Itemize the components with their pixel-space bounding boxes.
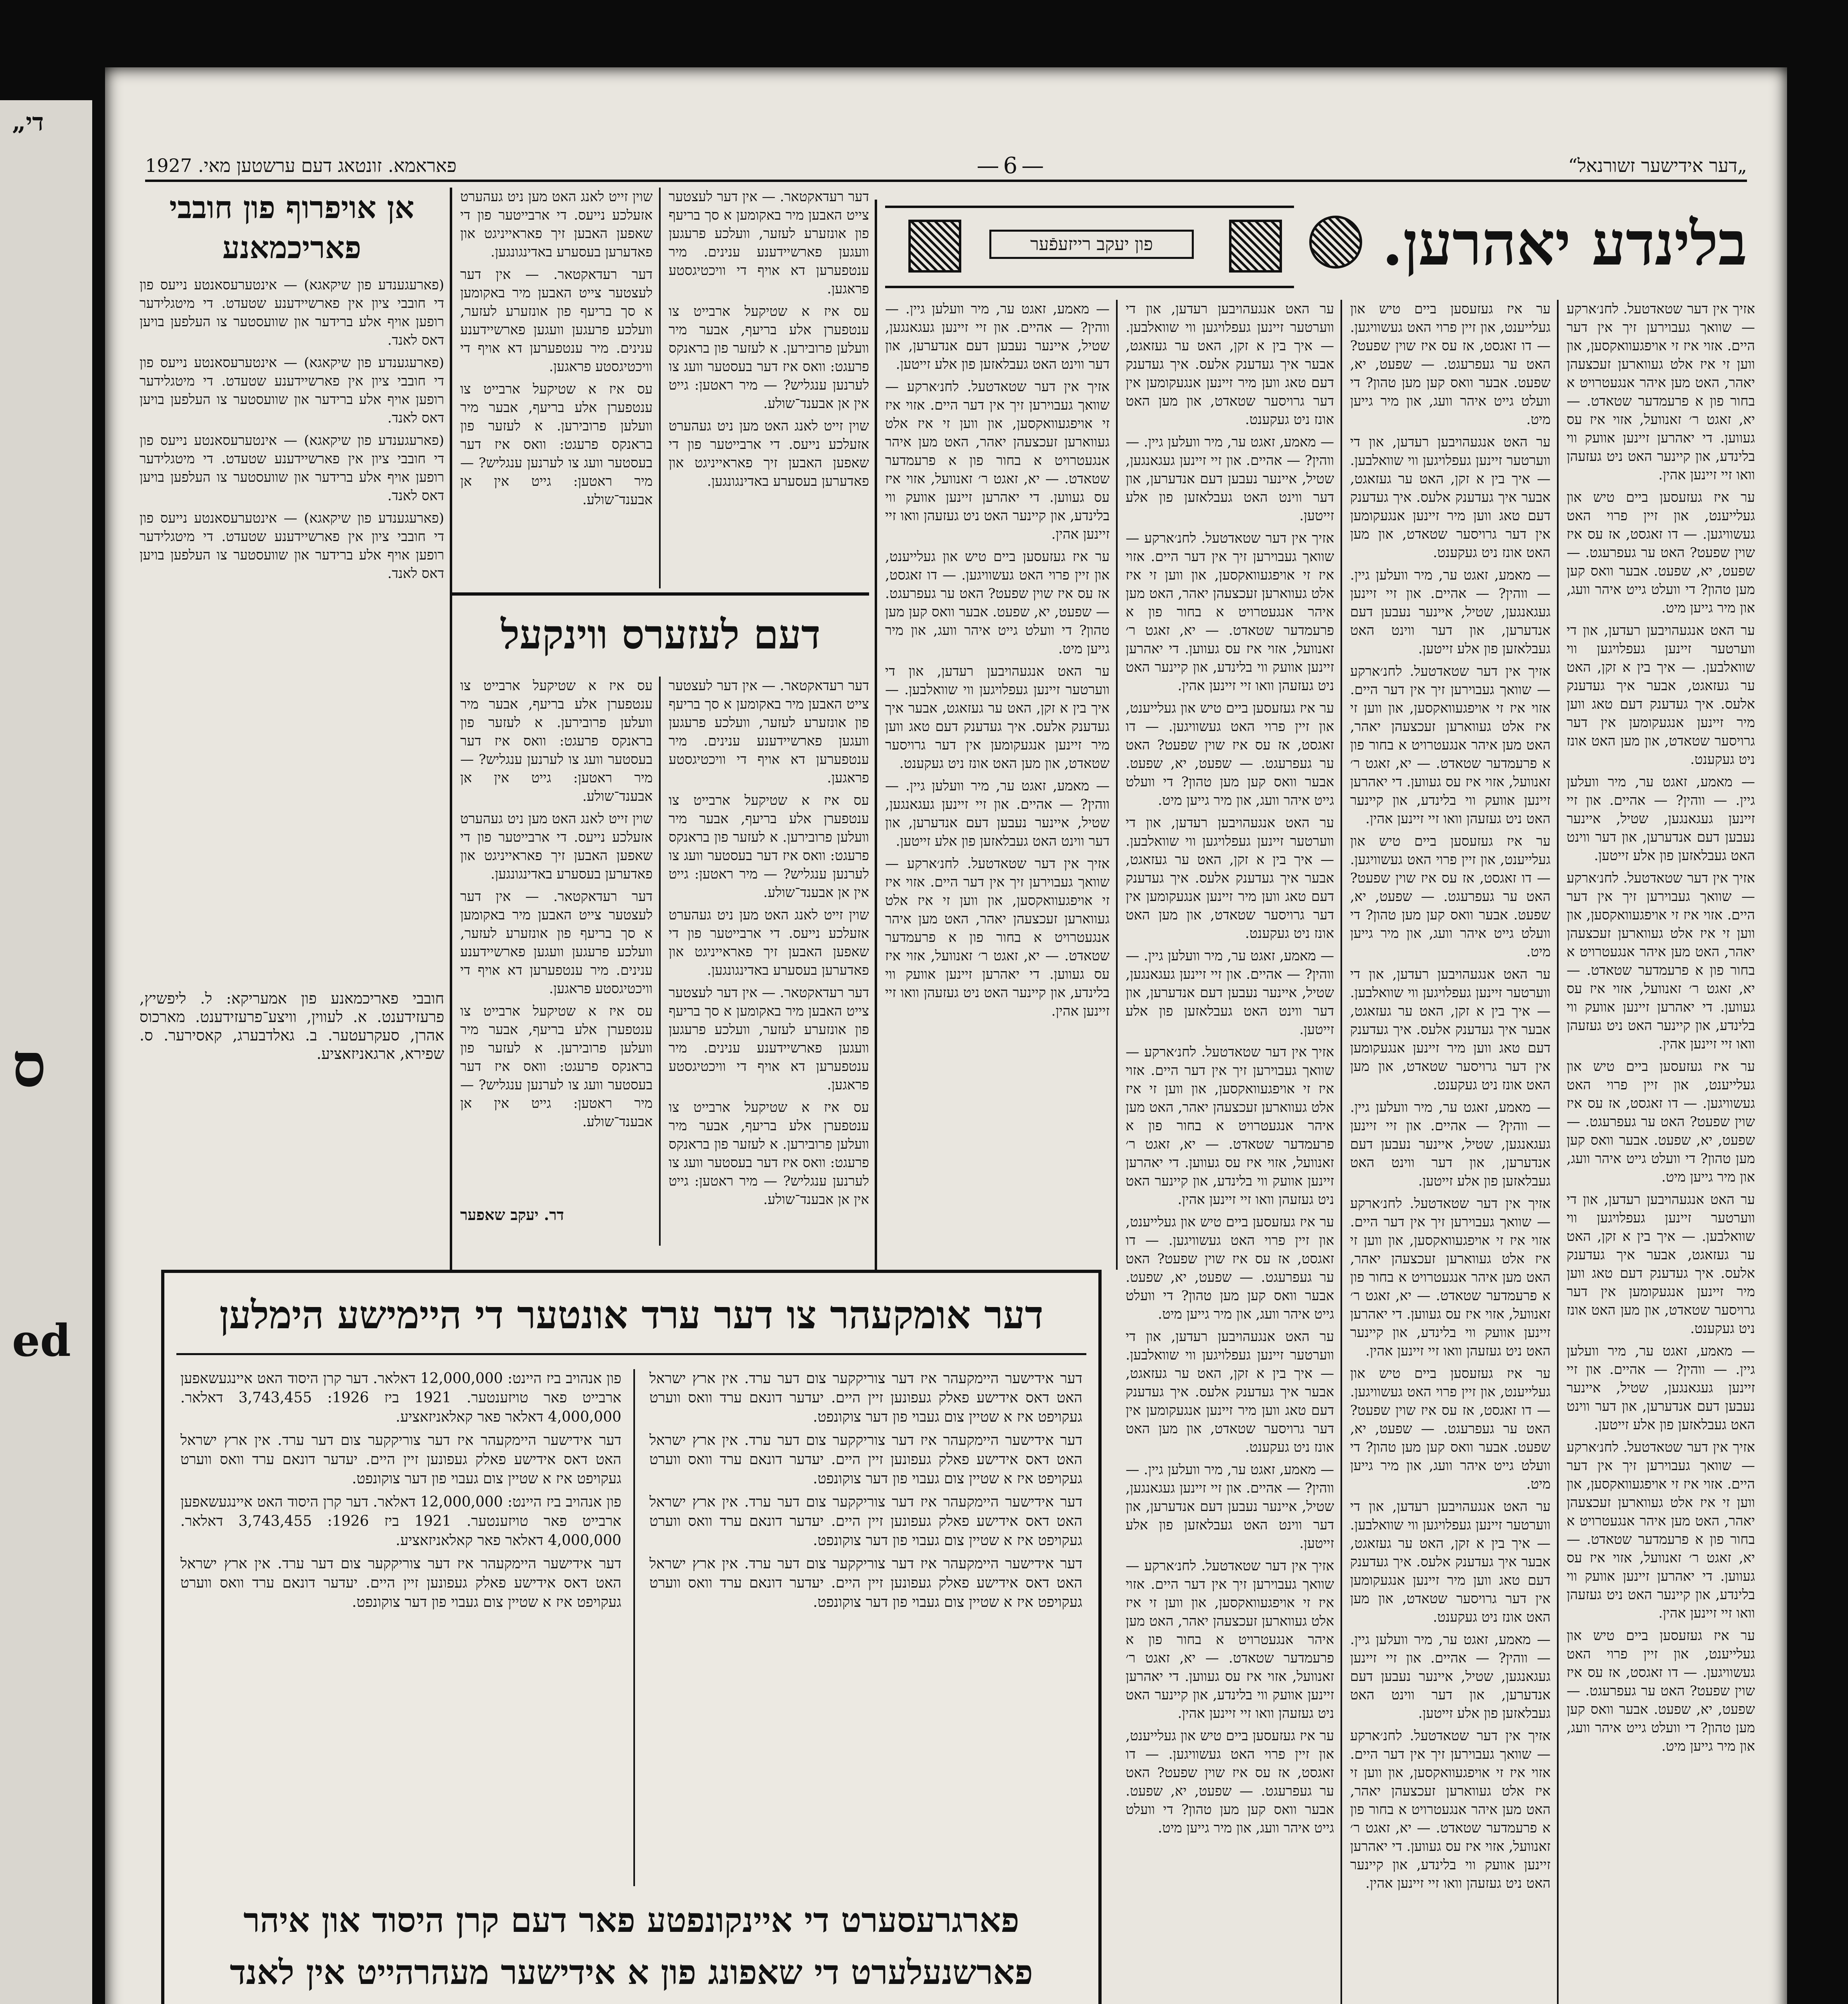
section-title: דעם לעזערס ווינקעל <box>501 611 821 658</box>
story-paragraph: דער רעדאקטאר. — אין דער לעצטער צייט האבען מיר באקומען א סך בריעף פון אונזערע לעזער, וועלכע פרעגען וועגען פארשיידענע ענינים. מיר ענטפערען דא אויף די וויכטיגסטע פראגען. <box>460 267 653 375</box>
story-paragraph: שוין זייט לאנג האט מען ניט געהערט אזעלכע נייעס. די ארבייטער פון די שאפען האבען זיך פאראייניגט און פאדערען בעסערע באדינגונגען. <box>669 418 869 489</box>
story-column <box>460 188 653 588</box>
story-column <box>669 677 869 1246</box>
ad-rule <box>176 1353 1086 1355</box>
story-column <box>140 276 444 957</box>
story-paragraph: — מאמע, זאגט ער, מיר וועלען גיין. — ווהין? — אהיים. און זיי זיינען געגאנגען, שטיל, איינער נעבען דעם אנדערען, און דער ווינט האט געבלאזען פון אלע זייטען. <box>1567 1343 1755 1433</box>
story-column <box>1126 300 1334 2004</box>
ad-paragraph: דער אידישער היימקעהר איז דער צוריקקער צום דער ערד. אין ארץ ישראל האט דאס אידישע פאלק געפונען זיין היים. יעדער דונאם ערד וואס ווערט געקויפט איז א שטיין צום געבוי פון דער צוקונפט. <box>649 1432 1082 1487</box>
story-paragraph: ער האט אנגעהויבען רעדען, און די ווערטער זיינען געפלויגען ווי שוואלבען. — איך בין א זקן, האט ער געזאגט, אבער איך געדענק אלעס. איך געדענק דעם טאג ווען מיר זיינען אנגעקומען אין דער גרויסער שטאדט, און מען האט אונז ניט געקענט. <box>885 663 1110 772</box>
ad-paragraph: דער אידישער היימקעהר איז דער צוריקקער צום דער ערד. אין ארץ ישראל האט דאס אידישע פאלק געפונען זיין היים. יעדער דונאם ערד וואס ווערט געקויפט איז א שטיין צום געבוי פון דער צוקונפט. <box>649 1494 1082 1549</box>
byline: פון יעקב רייזעפֿער <box>989 230 1194 259</box>
ad-body <box>180 1369 621 1886</box>
story-paragraph: ער איז געזעסען ביים טיש און געלייענט, און זיין פרוי האט געשוויגען. — דו זאגסט, אז עס איז שוין שפעט? האט ער געפרעגט. — שפעט, יא, שפעט. אבער וואס קען מען טהון? די וועלט גייט איהר וועג, און מיר גייען מיט. <box>1567 489 1755 616</box>
signature: דר. יעקב שאפער <box>460 1206 564 1224</box>
section-title: אן אויפרוף פון חובבי פאריכמאנע <box>169 190 414 265</box>
ad-paragraph: דער אידישער היימקעהר איז דער צוריקקער צום דער ערד. אין ארץ ישראל האט דאס אידישע פאלק געפונען זיין היים. יעדער דונאם ערד וואס ווערט געקויפט איז א שטיין צום געבוי פון דער צוקונפט. <box>649 1370 1082 1425</box>
title-rule <box>885 206 1294 208</box>
story-paragraph: (פארעגענדע פון שיקאגא) — אינטערעסאנטע נייעס פון די חובבי ציון אין פארשיידענע שטעדט. די מיטגלידער רופען אויף אלע ברידער און שוועסטער צו העלפען בויען דאס לאנד. <box>140 510 444 582</box>
ad-paragraph: דער אידישער היימקעהר איז דער צוריקקער צום דער ערד. אין ארץ ישראל האט דאס אידישע פאלק געפונען זיין היים. יעדער דונאם ערד וואס ווערט געקויפט איז א שטיין צום געבוי פון דער צוקונפט. <box>180 1432 621 1487</box>
story-paragraph: — מאמע, זאגט ער, מיר וועלען גיין. — ווהין? — אהיים. און זיי זיינען געגאנגען, שטיל, איינער נעבען דעם אנדערען, און דער ווינט האט געבלאזען פון אלע זייטען. <box>885 301 1110 372</box>
story-paragraph: (פארעגענדע פון שיקאגא) — אינטערעסאנטע נייעס פון די חובבי ציון אין פארשיידענע שטעדט. די מיטגלידער רופען אויף אלע ברידער און שוועסטער צו העלפען בויען דאס לאנד. <box>140 432 444 504</box>
story-paragraph: אזיך אין דער שטאדטעל. לחנ׳ארקע — שוואך געבוירען זיך אין דער היים. אזוי איז זי אויפגעוואקסען, און ווען זי איז אלט געווארען זעכצעהן יאהר, האט מען איהר אנגעטרויט א בחור פון א פרעמדער שטאדט. — יא, זאגט ר׳ זאנוועל, אזוי איז עס געווען. די יאהרען זיינען אוועק ווי בלינדע, און קיינער האט ניט געזעהן וואו זיי זיינען אהין. <box>1350 1728 1551 1891</box>
story-column <box>669 188 869 588</box>
flower-ornament-icon <box>1309 216 1362 269</box>
story-paragraph: אזיך אין דער שטאדטעל. לחנ׳ארקע — שוואך געבוירען זיך אין דער היים. אזוי איז זי אויפגעוואקסען, און ווען זי איז אלט געווארען זעכצעהן יאהר, האט מען איהר אנגעטרויט א בחור פון א פרעמדער שטאדט. — יא, זאגט ר׳ זאנוועל, אזוי איז עס געווען. די יאהרען זיינען אוועק ווי בלינדע, און קיינער האט ניט געזעהן וואו זיי זיינען אהין. <box>1567 870 1755 1052</box>
story-column <box>1350 300 1551 2004</box>
story-paragraph: ער האט אנגעהויבען רעדען, און די ווערטער זיינען געפלויגען ווי שוואלבען. — איך בין א זקן, האט ער געזאגט, אבער איך געדענק אלעס. איך געדענק דעם טאג ווען מיר זיינען אנגעקומען אין דער גרויסער שטאדט, און מען האט אונז ניט געקענט. <box>1567 622 1755 768</box>
ad-paragraph: פון אנהויב ביז היינט: 12,000,000 דאלאר. דער קרן היסוד האט איינגעשאפען ארבייט פאר טויזענטער. 1921 ביז 1926: 3,743,455 דאלאר. 4,000,000 דאלאר פאר קאלאניזאציע. <box>180 1494 621 1549</box>
story-paragraph: — מאמע, זאגט ער, מיר וועלען גיין. — ווהין? — אהיים. און זיי זיינען געגאנגען, שטיל, איינער נעבען דעם אנדערען, און דער ווינט האט געבלאזען פון אלע זייטען. <box>885 778 1110 849</box>
story-paragraph: אזיך אין דער שטאדטעל. לחנ׳ארקע — שוואך געבוירען זיך אין דער היים. אזוי איז זי אויפגעוואקסען, און ווען זי איז אלט געווארען זעכצעהן יאהר, האט מען איהר אנגעטרויט א בחור פון א פרעמדער שטאדט. — יא, זאגט ר׳ זאנוועל, אזוי איז עס געווען. די יאהרען זיינען אוועק ווי בלינדע, און קיינער האט ניט געזעהן וואו זיי זיינען אהין. <box>1126 1044 1334 1208</box>
story-paragraph: אזיך אין דער שטאדטעל. לחנ׳ארקע — שוואך געבוירען זיך אין דער היים. אזוי איז זי אויפגעוואקסען, און ווען זי איז אלט געווארען זעכצעהן יאהר, האט מען איהר אנגעטרויט א בחור פון א פרעמדער שטאדט. — יא, זאגט ר׳ זאנוועל, אזוי איז עס געווען. די יאהרען זיינען אוועק ווי בלינדע, און קיינער האט ניט געזעהן וואו זיי זיינען אהין. <box>885 856 1110 1019</box>
ad-paragraph: דער אידישער היימקעהר איז דער צוריקקער צום דער ערד. אין ארץ ישראל האט דאס אידישע פאלק געפונען זיין היים. יעדער דונאם ערד וואס ווערט געקויפט איז א שטיין צום געבוי פון דער צוקונפט. <box>649 1556 1082 1610</box>
story-paragraph: — מאמע, זאגט ער, מיר וועלען גיין. — ווהין? — אהיים. און זיי זיינען געגאנגען, שטיל, איינער נעבען דעם אנדערען, און דער ווינט האט געבלאזען פון אלע זייטען. <box>1126 1462 1334 1551</box>
ad-column-rule <box>633 1369 635 1886</box>
story-paragraph: אזיך אין דער שטאדטעל. לחנ׳ארקע — שוואך געבוירען זיך אין דער היים. אזוי איז זי אויפגעוואקסען, און ווען זי איז אלט געווארען זעכצעהן יאהר, האט מען איהר אנגעטרויט א בחור פון א פרעמדער שטאדט. — יא, זאגט ר׳ זאנוועל, אזוי איז עס געווען. די יאהרען זיינען אוועק ווי בלינדע, און קיינער האט ניט געזעהן וואו זיי זיינען אהין. <box>1350 663 1551 827</box>
story-paragraph: ער האט אנגעהויבען רעדען, און די ווערטער זיינען געפלויגען ווי שוואלבען. — איך בין א זקן, האט ער געזאגט, אבער איך געדענק אלעס. איך געדענק דעם טאג ווען מיר זיינען אנגעקומען אין דער גרויסער שטאדט, און מען האט אונז ניט געקענט. <box>1350 1499 1551 1625</box>
header-masthead: „דער אידישער זשורנאל“ <box>1568 155 1747 176</box>
column-rule <box>659 188 661 588</box>
ornament-icon <box>1229 220 1282 273</box>
story-paragraph: אזיך אין דער שטאדטעל. לחנ׳ארקע — שוואך געבוירען זיך אין דער היים. אזוי איז זי אויפגעוואקסען, און ווען זי איז אלט געווארען זעכצעהן יאהר, האט מען איהר אנגעטרויט א בחור פון א פרעמדער שטאדט. — יא, זאגט ר׳ זאנוועל, אזוי איז עס געווען. די יאהרען זיינען אוועק ווי בלינדע, און קיינער האט ניט געזעהן וואו זיי זיינען אהין. <box>1567 1439 1755 1621</box>
story-paragraph: — מאמע, זאגט ער, מיר וועלען גיין. — ווהין? — אהיים. און זיי זיינען געגאנגען, שטיל, איינער נעבען דעם אנדערען, און דער ווינט האט געבלאזען פון אלע זייטען. <box>1567 774 1755 864</box>
story-column <box>1567 300 1755 2004</box>
story-paragraph: ער איז געזעסען ביים טיש און געלייענט, און זיין פרוי האט געשוויגען. — דו זאגסט, אז עס איז שוין שפעט? האט ער געפרעגט. — שפעט, יא, שפעט. אבער וואס קען מען טהון? די וועלט גייט איהר וועג, און מיר גייען מיט. <box>1350 833 1551 960</box>
adjacent-page-fragment: „די <box>12 108 44 136</box>
story-paragraph: דער רעדאקטאר. — אין דער לעצטער צייט האבען מיר באקומען א סך בריעף פון אונזערע לעזער, וועלכע פרעגען וועגען פארשיידענע ענינים. מיר ענטפערען דא אויף די וויכטיגסטע פראגען. <box>669 678 869 786</box>
story-paragraph: ער איז געזעסען ביים טיש און געלייענט, און זיין פרוי האט געשוויגען. — דו זאגסט, אז עס איז שוין שפעט? האט ער געפרעגט. — שפעט, יא, שפעט. אבער וואס קען מען טהון? די וועלט גייט איהר וועג, און מיר גייען מיט. <box>1567 1059 1755 1185</box>
story-paragraph: אזיך אין דער שטאדטעל. לחנ׳ארקע — שוואך געבוירען זיך אין דער היים. אזוי איז זי אויפגעוואקסען, און ווען זי איז אלט געווארען זעכצעהן יאהר, האט מען איהר אנגעטרויט א בחור פון א פרעמדער שטאדט. — יא, זאגט ר׳ זאנוועל, אזוי איז עס געווען. די יאהרען זיינען אוועק ווי בלינדע, און קיינער האט ניט געזעהן וואו זיי זיינען אהין. <box>1126 1558 1334 1721</box>
story-paragraph: — מאמע, זאגט ער, מיר וועלען גיין. — ווהין? — אהיים. און זיי זיינען געגאנגען, שטיל, איינער נעבען דעם אנדערען, און דער ווינט האט געבלאזען פון אלע זייטען. <box>1350 1632 1551 1721</box>
column-rule <box>875 200 877 1270</box>
story-paragraph: דער רעדאקטאר. — אין דער לעצטער צייט האבען מיר באקומען א סך בריעף פון אונזערע לעזער, וועלכע פרעגען וועגען פארשיידענע ענינים. מיר ענטפערען דא אויף די וויכטיגסטע פראגען. <box>460 889 653 997</box>
officers-list <box>140 989 444 1262</box>
ad-paragraph: פון אנהויב ביז היינט: 12,000,000 דאלאר. דער קרן היסוד האט איינגעשאפען ארבייט פאר טויזענטער. 1921 ביז 1926: 3,743,455 דאלאר. 4,000,000 דאלאר פאר קאלאניזאציע. <box>180 1370 621 1425</box>
story-paragraph: אזיך אין דער שטאדטעל. לחנ׳ארקע — שוואך געבוירען זיך אין דער היים. אזוי איז זי אויפגעוואקסען, און ווען זי איז אלט געווארען זעכצעהן יאהר, האט מען איהר אנגעטרויט א בחור פון א פרעמדער שטאדט. — יא, זאגט ר׳ זאנוועל, אזוי איז עס געווען. די יאהרען זיינען אוועק ווי בלינדע, און קיינער האט ניט געזעהן וואו זיי זיינען אהין. <box>1126 530 1334 694</box>
ad-slogan: פארשנעלערט די שאפונג פון א אידישער מעהרהייט אין לאנד <box>230 1952 1033 1992</box>
column-rule <box>1341 300 1342 2004</box>
story-title: בלינדע יאהרען. <box>1382 208 1747 279</box>
story-paragraph: ער איז געזעסען ביים טיש און געלייענט, און זיין פרוי האט געשוויגען. — דו זאגסט, אז עס איז שוין שפעט? האט ער געפרעגט. — שפעט, יא, שפעט. אבער וואס קען מען טהון? די וועלט גייט איהר וועג, און מיר גייען מיט. <box>1350 1366 1551 1492</box>
section-rule <box>452 592 869 596</box>
story-paragraph: עס איז א שטיקעל ארבייט צו ענטפערן אלע בריעף, אבער מיר וועלען פרובירען. א לעזער פון בראנקס פרעגט: וואס איז דער בעסטער וועג צו לערנען ענגליש? — מיר ראטען: גייט אין אן אבענד־שולע. <box>669 303 869 412</box>
story-paragraph: — מאמע, זאגט ער, מיר וועלען גיין. — ווהין? — אהיים. און זיי זיינען געגאנגען, שטיל, איינער נעבען דעם אנדערען, און דער ווינט האט געבלאזען פון אלע זייטען. <box>1126 948 1334 1038</box>
keren-hayesod-ad <box>161 1270 1102 2004</box>
story-paragraph: ער האט אנגעהויבען רעדען, און די ווערטער זיינען געפלויגען ווי שוואלבען. — איך בין א זקן, האט ער געזאגט, אבער איך געדענק אלעס. איך געדענק דעם טאג ווען מיר זיינען אנגעקומען אין דער גרויסער שטאדט, און מען האט אונז ניט געקענט. <box>1126 1329 1334 1455</box>
newspaper-page <box>105 67 1787 2004</box>
story-column <box>885 300 1110 1262</box>
running-header <box>145 152 1747 182</box>
story-paragraph: עס איז א שטיקעל ארבייט צו ענטפערן אלע בריעף, אבער מיר וועלען פרובירען. א לעזער פון בראנקס פרעגט: וואס איז דער בעסטער וועג צו לערנען ענגליש? — מיר ראטען: גייט אין אן אבענד־שולע. <box>460 381 653 508</box>
ad-body <box>649 1369 1082 1886</box>
story-paragraph: ער איז געזעסען ביים טיש און געלייענט, און זיין פרוי האט געשוויגען. — דו זאגסט, אז עס איז שוין שפעט? האט ער געפרעגט. — שפעט, יא, שפעט. אבער וואס קען מען טהון? די וועלט גייט איהר וועג, און מיר גייען מיט. <box>1567 1628 1755 1754</box>
story-paragraph: דער רעדאקטאר. — אין דער לעצטער צייט האבען מיר באקומען א סך בריעף פון אונזערע לעזער, וועלכע פרעגען וועגען פארשיידענע ענינים. מיר ענטפערען דא אויף די וויכטיגסטע פראגען. <box>669 189 869 297</box>
story-paragraph: שוין זייט לאנג האט מען ניט געהערט אזעלכע נייעס. די ארבייטער פון די שאפען האבען זיך פאראייניגט און פאדערען בעסערע באדינגונגען. <box>460 189 653 260</box>
header-date: פאראמא. זונטאג דעם ערשטען מאי. 1927 <box>145 155 457 176</box>
story-paragraph: עס איז א שטיקעל ארבייט צו ענטפערן אלע בריעף, אבער מיר וועלען פרובירען. א לעזער פון בראנקס פרעגט: וואס איז דער בעסטער וועג צו לערנען ענגליש? — מיר ראטען: גייט אין אן אבענד־שולע. <box>460 678 653 804</box>
column-rule <box>659 677 661 1246</box>
story-paragraph: (פארעגענדע פון שיקאגא) — אינטערעסאנטע נייעס פון די חובבי ציון אין פארשיידענע שטעדט. די מיטגלידער רופען אויף אלע ברידער און שוועסטער צו העלפען בויען דאס לאנד. <box>140 277 444 348</box>
story-paragraph: ער האט אנגעהויבען רעדען, און די ווערטער זיינען געפלויגען ווי שוואלבען. — איך בין א זקן, האט ער געזאגט, אבער איך געדענק אלעס. איך געדענק דעם טאג ווען מיר זיינען אנגעקומען אין דער גרויסער שטאדט, און מען האט אונז ניט געקענט. <box>1567 1192 1755 1337</box>
ad-slogan: פארגרעסערט די איינקונפטע פאר דעם קרן היסוד און איהר <box>243 1900 1019 1940</box>
story-paragraph: ער איז געזעסען ביים טיש און געלייענט, און זיין פרוי האט געשוויגען. — דו זאגסט, אז עס איז שוין שפעט? האט ער געפרעגט. — שפעט, יא, שפעט. אבער וואס קען מען טהון? די וועלט גייט איהר וועג, און מיר גייען מיט. <box>1126 1214 1334 1322</box>
story-paragraph: ער איז געזעסען ביים טיש און געלייענט, און זיין פרוי האט געשוויגען. — דו זאגסט, אז עס איז שוין שפעט? האט ער געפרעגט. — שפעט, יא, שפעט. אבער וואס קען מען טהון? די וועלט גייט איהר וועג, און מיר גייען מיט. <box>1126 1728 1334 1836</box>
adjacent-page-fragment: ed <box>12 1315 71 1366</box>
story-paragraph: (פארעגענדע פון שיקאגא) — אינטערעסאנטע נייעס פון די חובבי ציון אין פארשיידענע שטעדט. די מיטגלידער רופען אויף אלע ברידער און שוועסטער צו העלפען בויען דאס לאנד. <box>140 355 444 426</box>
story-paragraph: שוין זייט לאנג האט מען ניט געהערט אזעלכע נייעס. די ארבייטער פון די שאפען האבען זיך פאראייניגט און פאדערען בעסערע באדינגונגען. <box>669 907 869 978</box>
story-paragraph: ער האט אנגעהויבען רעדען, און די ווערטער זיינען געפלויגען ווי שוואלבען. — איך בין א זקן, האט ער געזאגט, אבער איך געדענק אלעס. איך געדענק דעם טאג ווען מיר זיינען אנגעקומען אין דער גרויסער שטאדט, און מען האט אונז ניט געקענט. <box>1350 966 1551 1093</box>
ornament-icon <box>908 220 961 273</box>
title-rule <box>885 286 1294 288</box>
adjacent-page-edge <box>0 100 92 2004</box>
ad-paragraph: דער אידישער היימקעהר איז דער צוריקקער צום דער ערד. אין ארץ ישראל האט דאס אידישע פאלק געפונען זיין היים. יעדער דונאם ערד וואס ווערט געקויפט איז א שטיין צום געבוי פון דער צוקונפט. <box>180 1556 621 1610</box>
story-paragraph: ער האט אנגעהויבען רעדען, און די ווערטער זיינען געפלויגען ווי שוואלבען. — איך בין א זקן, האט ער געזאגט, אבער איך געדענק אלעס. איך געדענק דעם טאג ווען מיר זיינען אנגעקומען אין דער גרויסער שטאדט, און מען האט אונז ניט געקענט. <box>1126 301 1334 428</box>
story-paragraph: דער רעדאקטאר. — אין דער לעצטער צייט האבען מיר באקומען א סך בריעף פון אונזערע לעזער, וועלכע פרעגען וועגען פארשיידענע ענינים. מיר ענטפערען דא אויף די וויכטיגסטע פראגען. <box>669 985 869 1093</box>
story-paragraph: ער איז געזעסען ביים טיש און געלייענט, און זיין פרוי האט געשוויגען. — דו זאגסט, אז עס איז שוין שפעט? האט ער געפרעגט. — שפעט, יא, שפעט. אבער וואס קען מען טהון? די וועלט גייט איהר וועג, און מיר גייען מיט. <box>885 549 1110 657</box>
story-paragraph: ער איז געזעסען ביים טיש און געלייענט, און זיין פרוי האט געשוויגען. — דו זאגסט, אז עס איז שוין שפעט? האט ער געפרעגט. — שפעט, יא, שפעט. אבער וואס קען מען טהון? די וועלט גייט איהר וועג, און מיר גייען מיט. <box>1126 700 1334 808</box>
story-paragraph: ער האט אנגעהויבען רעדען, און די ווערטער זיינען געפלויגען ווי שוואלבען. — איך בין א זקן, האט ער געזאגט, אבער איך געדענק אלעס. איך געדענק דעם טאג ווען מיר זיינען אנגעקומען אין דער גרויסער שטאדט, און מען האט אונז ניט געקענט. <box>1126 815 1334 941</box>
column-rule <box>450 188 452 1270</box>
story-paragraph: עס איז א שטיקעל ארבייט צו ענטפערן אלע בריעף, אבער מיר וועלען פרובירען. א לעזער פון בראנקס פרעגט: וואס איז דער בעסטער וועג צו לערנען ענגליש? — מיר ראטען: גייט אין אן אבענד־שולע. <box>669 792 869 901</box>
adjacent-page-fragment: ס <box>12 1030 47 1101</box>
ad-headline: דער אומקעהר צו דער ערד אונטער די היימישע הימלען <box>219 1292 1043 1337</box>
officers-text: חובבי פאריכמאנע פון אמעריקא: ל. ליפשיץ, פרעזידענט. א. לעווין, וויצע־פרעזידענט. מארכוס אהרן, סעקרעטער. ב. גאלדבערג, קאסירער. ס. שפירא, ארגאניזאציע. <box>140 990 444 1063</box>
story-paragraph: אזיך אין דער שטאדטעל. לחנ׳ארקע — שוואך געבוירען זיך אין דער היים. אזוי איז זי אויפגעוואקסען, און ווען זי איז אלט געווארען זעכצעהן יאהר, האט מען איהר אנגעטרויט א בחור פון א פרעמדער שטאדט. — יא, זאגט ר׳ זאנוועל, אזוי איז עס געווען. די יאהרען זיינען אוועק ווי בלינדע, און קיינער האט ניט געזעהן וואו זיי זיינען אהין. <box>1350 1196 1551 1359</box>
story-paragraph: אזיך אין דער שטאדטעל. לחנ׳ארקע — שוואך געבוירען זיך אין דער היים. אזוי איז זי אויפגעוואקסען, און ווען זי איז אלט געווארען זעכצעהן יאהר, האט מען איהר אנגעטרויט א בחור פון א פרעמדער שטאדט. — יא, זאגט ר׳ זאנוועל, אזוי איז עס געווען. די יאהרען זיינען אוועק ווי בלינדע, און קיינער האט ניט געזעהן וואו זיי זיינען אהין. <box>885 379 1110 542</box>
story-paragraph: אזיך אין דער שטאדטעל. לחנ׳ארקע — שוואך געבוירען זיך אין דער היים. אזוי איז זי אויפגעוואקסען, און ווען זי איז אלט געווארען זעכצעהן יאהר, האט מען איהר אנגעטרויט א בחור פון א פרעמדער שטאדט. — יא, זאגט ר׳ זאנוועל, אזוי איז עס געווען. די יאהרען זיינען אוועק ווי בלינדע, און קיינער האט ניט געזעהן וואו זיי זיינען אהין. <box>1567 301 1755 483</box>
story-paragraph: — מאמע, זאגט ער, מיר וועלען גיין. — ווהין? — אהיים. און זיי זיינען געגאנגען, שטיל, איינער נעבען דעם אנדערען, און דער ווינט האט געבלאזען פון אלע זייטען. <box>1126 434 1334 524</box>
story-column <box>460 677 653 1198</box>
page-number: —6— <box>977 152 1048 179</box>
column-rule <box>1116 300 1118 1270</box>
story-paragraph: שוין זייט לאנג האט מען ניט געהערט אזעלכע נייעס. די ארבייטער פון די שאפען האבען זיך פאראייניגט און פאדערען בעסערע באדינגונגען. <box>460 811 653 882</box>
story-paragraph: — מאמע, זאגט ער, מיר וועלען גיין. — ווהין? — אהיים. און זיי זיינען געגאנגען, שטיל, איינער נעבען דעם אנדערען, און דער ווינט האט געבלאזען פון אלע זייטען. <box>1350 567 1551 657</box>
story-paragraph: עס איז א שטיקעל ארבייט צו ענטפערן אלע בריעף, אבער מיר וועלען פרובירען. א לעזער פון בראנקס פרעגט: וואס איז דער בעסטער וועג צו לערנען ענגליש? — מיר ראטען: גייט אין אן אבענד־שולע. <box>460 1003 653 1130</box>
story-paragraph: — מאמע, זאגט ער, מיר וועלען גיין. — ווהין? — אהיים. און זיי זיינען געגאנגען, שטיל, איינער נעבען דעם אנדערען, און דער ווינט האט געבלאזען פון אלע זייטען. <box>1350 1099 1551 1189</box>
story-paragraph: ער איז געזעסען ביים טיש און געלייענט, און זיין פרוי האט געשוויגען. — דו זאגסט, אז עס איז שוין שפעט? האט ער געפרעגט. — שפעט, יא, שפעט. אבער וואס קען מען טהון? די וועלט גייט איהר וועג, און מיר גייען מיט. <box>1350 301 1551 428</box>
story-paragraph: עס איז א שטיקעל ארבייט צו ענטפערן אלע בריעף, אבער מיר וועלען פרובירען. א לעזער פון בראנקס פרעגט: וואס איז דער בעסטער וועג צו לערנען ענגליש? — מיר ראטען: גייט אין אן אבענד־שולע. <box>669 1099 869 1208</box>
column-rule <box>1557 300 1559 2004</box>
story-paragraph: ער האט אנגעהויבען רעדען, און די ווערטער זיינען געפלויגען ווי שוואלבען. — איך בין א זקן, האט ער געזאגט, אבער איך געדענק אלעס. איך געדענק דעם טאג ווען מיר זיינען אנגעקומען אין דער גרויסער שטאדט, און מען האט אונז ניט געקענט. <box>1350 434 1551 561</box>
